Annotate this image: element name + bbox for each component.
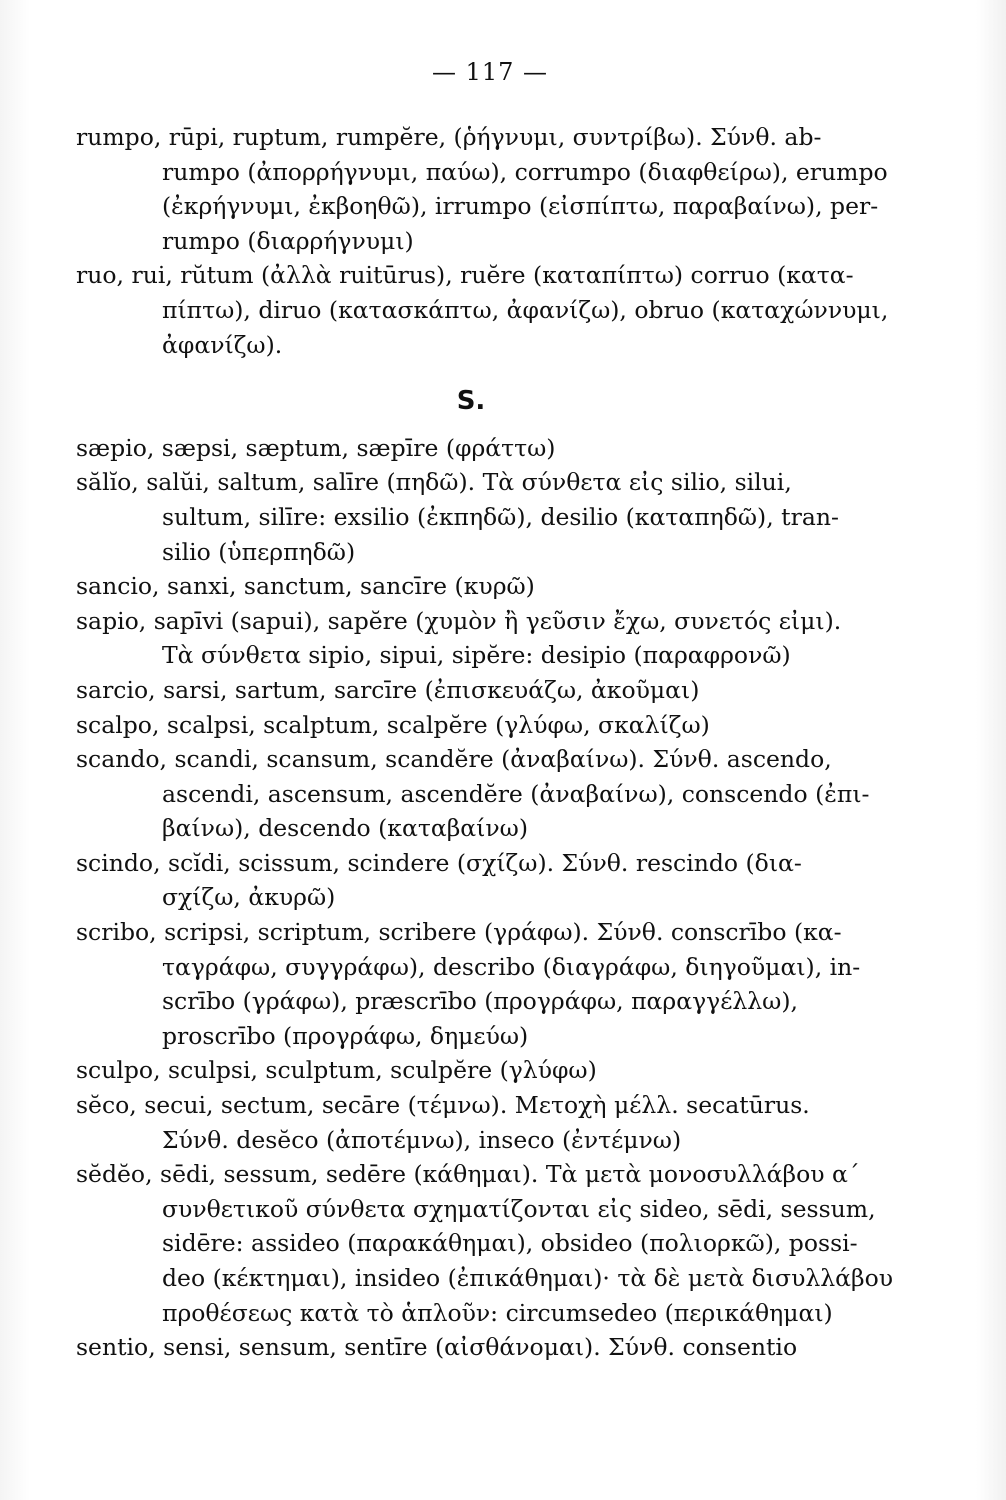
entry-continuation-line: πίπτω), diruo (κατασκάπτω, ἀφανίζω), obruo (καταχώννυμι,	[162, 295, 889, 324]
entry-continuation-line: sultum, silīre: exsilio (ἐκπηδῶ), desilio (καταπηδῶ), tran-	[162, 502, 839, 531]
entry-continuation-line: Τὰ σύνθετα sipio, sipui, sipĕre: desipio (παραφρονῶ)	[162, 641, 791, 670]
entry-line: sapio, sapīvi (sapui), sapĕre (χυμὸν ἢ γεῦσιν ἔχω, συνετός εἰμι).	[76, 606, 842, 635]
entry-line: ruo, rui, rŭtum (ἀλλὰ ruitūrus), ruĕre (καταπίπτω) corruo (κατα-	[76, 261, 854, 290]
entry-line: sălĭo, salŭi, saltum, salīre (πηδῶ). Τὰ σύνθετα εἰς silio, silui,	[76, 468, 792, 497]
entry-continuation-line: ταγράφω, συγγράφω), describo (διαγράφω, διηγοῦμαι), in-	[162, 952, 861, 981]
page-body	[76, 120, 906, 1365]
entry-line: sarcio, sarsi, sartum, sarcīre (ἐπισκευάζω, ἀκοῦμαι)	[76, 675, 700, 704]
entry-line: sĕco, secui, sectum, secāre (τέμνω). Μετοχὴ μέλλ. secatūrus.	[76, 1091, 810, 1120]
entry-continuation-line: scrībo (γράφω), præscrībo (προγράφω, παραγγέλλω),	[162, 987, 798, 1016]
entry-line: sentio, sensi, sensum, sentīre (αἰσθάνομαι). Σύνθ. consentio	[76, 1333, 798, 1362]
entry-continuation-line: rumpo (ἀπορρήγνυμι, παύω), corrumpo (διαφθείρω), erumpo	[162, 157, 888, 186]
entry-line: sæpio, sæpsi, sæptum, sæpīre (φράττω)	[76, 433, 556, 462]
page-number: — 117 —	[431, 58, 549, 86]
entries-r	[76, 120, 906, 362]
entry-line: sĕdĕo, sēdi, sessum, sedēre (κάθημαι). Τὰ μετὰ μονοσυλλάβου α΄	[76, 1160, 860, 1189]
entry-continuation-line: βαίνω), descendo (καταβαίνω)	[162, 814, 528, 843]
section-heading: S.	[456, 386, 486, 417]
entry-continuation-line: ascendi, ascensum, ascendĕre (ἀναβαίνω), conscendo (ἐπι-	[162, 779, 870, 808]
entry-line: scalpo, scalpsi, scalptum, scalpĕre (γλύφω, σκαλίζω)	[76, 710, 710, 739]
entry-continuation-line: ἀφανίζω).	[162, 330, 283, 359]
entry-continuation-line: (ἐκρήγνυμι, ἐκβοηθῶ), irrumpo (εἰσπίπτω, παραβαίνω), per-	[162, 192, 879, 221]
entry-continuation-line: προθέσεως κατὰ τὸ ἁπλοῦν: circumsedeo (περικάθημαι)	[162, 1298, 833, 1327]
entry-line: scando, scandi, scansum, scandĕre (ἀναβαίνω). Σύνθ. ascendo,	[76, 745, 832, 774]
entry-continuation-line: συνθετικοῦ σύνθετα σχηματίζονται εἰς sideo, sēdi, sessum,	[162, 1194, 876, 1223]
entry-continuation-line: silio (ὑπερπηδῶ)	[162, 537, 356, 566]
entry-continuation-line: sidēre: assideo (παρακάθημαι), obsideo (πολιορκῶ), possi-	[162, 1229, 858, 1258]
entry-continuation-line: rumpo (διαρρήγνυμι)	[162, 226, 414, 255]
entry-continuation-line: proscrībo (προγράφω, δημεύω)	[162, 1021, 529, 1050]
entry-line: sancio, sanxi, sanctum, sancīre (κυρῶ)	[76, 572, 535, 601]
entry-continuation-line: Σύνθ. desĕco (ἀποτέμνω), inseco (ἐντέμνω)	[162, 1125, 682, 1154]
entry-line: scindo, scĭdi, scissum, scindere (σχίζω). Σύνθ. rescindo (δια-	[76, 848, 802, 877]
entry-continuation-line: σχίζω, ἀκυρῶ)	[162, 883, 336, 912]
entry-continuation-line: deo (κέκτημαι), insideo (ἐπικάθημαι)· τὰ δὲ μετὰ δισυλλάβου	[162, 1264, 894, 1292]
entries-s	[76, 431, 906, 1365]
entry-line: scribo, scripsi, scriptum, scribere (γράφω). Σύνθ. conscrībo (κα-	[76, 918, 842, 947]
entry-line: sculpo, sculpsi, sculptum, sculpĕre (γλύφω)	[76, 1056, 597, 1085]
entry-line: rumpo, rūpi, ruptum, rumpĕre, (ῥήγνυμι, συντρίβω). Σύνθ. ab-	[76, 123, 822, 151]
